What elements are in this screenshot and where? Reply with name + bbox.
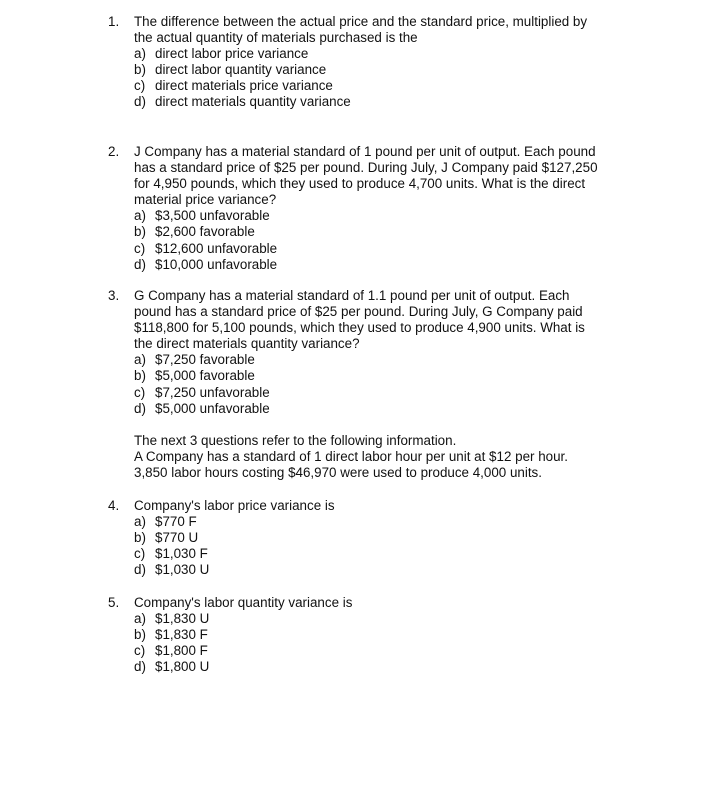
option-d [134, 401, 628, 417]
option-letter: d) [134, 256, 146, 272]
question-5 [108, 595, 628, 675]
option-letter: d) [134, 94, 146, 110]
option-b [134, 368, 628, 384]
option-a [134, 611, 628, 627]
option-letter: b) [134, 368, 146, 384]
option-d [134, 257, 628, 273]
question-stem: G Company has a material standard of 1.1 pound per unit of output. Each pound has a standard price of $25 per pound. During July, G Company paid $118,800 for 5,100 pounds, which they used to produce 4,900 units. What is the direct materials quantity variance? [134, 288, 585, 352]
option-text: direct labor price variance [155, 46, 309, 62]
option-d [134, 659, 628, 675]
option-text: $1,800 F [155, 643, 208, 659]
question-number: 3. [108, 288, 120, 303]
question-number: 1. [108, 14, 120, 29]
option-text: $7,250 favorable [155, 352, 255, 368]
option-letter: b) [134, 530, 146, 546]
option-text: $7,250 unfavorable [155, 384, 270, 400]
option-text: $5,000 unfavorable [155, 400, 270, 416]
option-letter: b) [134, 62, 146, 78]
question-3 [108, 288, 628, 417]
option-letter: d) [134, 400, 146, 416]
option-a [134, 514, 628, 530]
option-text: direct materials price variance [155, 78, 333, 94]
option-letter: a) [134, 514, 146, 530]
question-stem: J Company has a material standard of 1 pound per unit of output. Each pound has a standard price of $25 per pound. During July, J Company paid $127,250 for 4,950 pounds, which they used to produce 4,700 units. What is the direct material price variance? [134, 144, 598, 208]
option-c [134, 643, 628, 659]
option-letter: d) [134, 659, 146, 675]
option-text: $12,600 unfavorable [155, 240, 278, 256]
option-text: $10,000 unfavorable [155, 256, 278, 272]
question-stem: Company's labor quantity variance is [134, 595, 353, 610]
option-letter: a) [134, 208, 146, 224]
option-text: $5,000 favorable [155, 368, 255, 384]
option-letter: c) [134, 643, 146, 659]
option-text: $2,600 favorable [155, 224, 255, 240]
option-letter: a) [134, 46, 146, 62]
question-4 [108, 498, 628, 578]
option-text: $1,830 F [155, 627, 208, 643]
question-number: 4. [108, 498, 120, 513]
question-2 [108, 144, 628, 273]
option-d [134, 562, 628, 578]
question-number: 5. [108, 595, 120, 610]
option-letter: a) [134, 352, 146, 368]
option-letter: b) [134, 627, 146, 643]
option-text: $1,830 U [155, 611, 210, 627]
option-text: $770 U [155, 530, 199, 546]
option-a [134, 46, 628, 62]
option-b [134, 224, 628, 240]
question-stem: The difference between the actual price and the standard price, multiplied by the actual quantity of materials purchased is the [134, 14, 588, 46]
option-text: $1,030 U [155, 562, 210, 578]
option-b [134, 530, 628, 546]
option-b [134, 62, 628, 78]
option-text: $3,500 unfavorable [155, 208, 270, 224]
option-letter: b) [134, 224, 146, 240]
option-letter: a) [134, 611, 146, 627]
option-letter: c) [134, 384, 146, 400]
option-text: direct materials quantity variance [155, 94, 351, 110]
option-d [134, 94, 628, 110]
option-letter: c) [134, 546, 146, 562]
shared-info-block: The next 3 questions refer to the following information. A Company has a standard of 1 direct labor hour per unit at $12 per hour. 3,850 labor hours costing $46,970 were used to produce 4,000 units. [134, 433, 568, 481]
option-b [134, 627, 628, 643]
option-c [134, 241, 628, 257]
option-a [134, 208, 628, 224]
question-number: 2. [108, 144, 120, 159]
option-letter: d) [134, 562, 146, 578]
option-text: $1,030 F [155, 546, 208, 562]
option-text: direct labor quantity variance [155, 62, 327, 78]
question-stem: Company's labor price variance is [134, 498, 335, 513]
option-text: $1,800 U [155, 659, 210, 675]
option-c [134, 78, 628, 94]
option-letter: c) [134, 78, 146, 94]
option-c [134, 385, 628, 401]
option-letter: c) [134, 240, 146, 256]
option-c [134, 546, 628, 562]
option-text: $770 F [155, 514, 197, 530]
option-a [134, 352, 628, 368]
question-1 [108, 14, 628, 111]
